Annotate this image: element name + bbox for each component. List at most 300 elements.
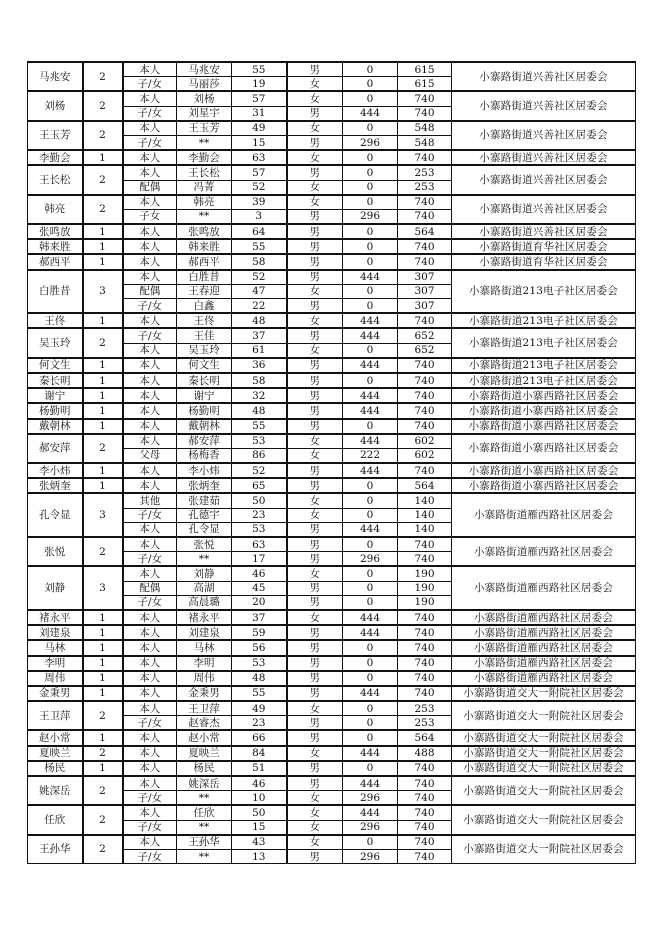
sex-cell: 男 <box>287 62 343 77</box>
household-head-cell: 任欣 <box>28 805 83 834</box>
total-cell: 740 <box>398 537 452 552</box>
member-name-cell: 刘静 <box>177 566 232 581</box>
relation-cell: 本人 <box>123 165 177 180</box>
amount-cell: 0 <box>343 150 398 165</box>
relation-cell: 子/女 <box>123 791 177 806</box>
table-row <box>28 746 636 761</box>
member-name-cell: 马林 <box>177 640 232 655</box>
member-name-cell: ** <box>177 209 232 224</box>
member-name-cell: 白鑫 <box>177 299 232 314</box>
sex-cell: 男 <box>287 478 343 493</box>
amount-cell: 0 <box>343 761 398 776</box>
age-cell: 63 <box>232 150 287 165</box>
household-head-cell: 李小炜 <box>28 463 83 478</box>
household-head-cell: 马林 <box>28 640 83 655</box>
community-cell: 小寨路街道213电子社区居委会 <box>452 373 636 388</box>
age-cell: 48 <box>232 671 287 686</box>
table-row <box>28 121 636 136</box>
total-cell: 740 <box>398 552 452 567</box>
household-count-cell: 1 <box>83 761 123 776</box>
age-cell: 3 <box>232 209 287 224</box>
household-count-cell: 1 <box>83 254 123 269</box>
amount-cell: 0 <box>343 165 398 180</box>
community-cell: 小寨路街道小寨西路社区居委会 <box>452 478 636 493</box>
community-cell: 小寨路街道雁西路社区居委会 <box>452 537 636 566</box>
household-head-cell: 戴朝林 <box>28 419 83 434</box>
sex-cell: 男 <box>287 537 343 552</box>
age-cell: 47 <box>232 284 287 298</box>
age-cell: 39 <box>232 195 287 210</box>
household-count-cell: 3 <box>83 270 123 314</box>
age-cell: 46 <box>232 776 287 791</box>
relation-cell: 本人 <box>123 478 177 493</box>
relation-cell: 本人 <box>123 239 177 254</box>
table-row <box>28 610 636 625</box>
age-cell: 49 <box>232 701 287 716</box>
table-row <box>28 373 636 388</box>
amount-cell: 0 <box>343 537 398 552</box>
household-head-cell: 吴玉玲 <box>28 328 83 357</box>
member-name-cell: 戴朝林 <box>177 419 232 434</box>
member-name-cell: 赵睿杰 <box>177 716 232 731</box>
amount-cell: 444 <box>343 434 398 449</box>
household-head-cell: 夏映兰 <box>28 746 83 761</box>
table-row <box>28 254 636 269</box>
member-name-cell: 白胜昔 <box>177 270 232 285</box>
household-count-cell: 2 <box>83 165 123 194</box>
member-name-cell: 高晨璐 <box>177 595 232 610</box>
table-row <box>28 566 636 581</box>
table-row <box>28 224 636 239</box>
community-cell: 小寨路街道213电子社区居委会 <box>452 313 636 328</box>
age-cell: 43 <box>232 835 287 850</box>
amount-cell: 444 <box>343 805 398 820</box>
community-cell: 小寨路街道交大一附院社区居委会 <box>452 730 636 745</box>
sex-cell: 男 <box>287 254 343 269</box>
sex-cell: 男 <box>287 552 343 567</box>
sex-cell: 男 <box>287 419 343 434</box>
household-head-cell: 刘静 <box>28 566 83 610</box>
community-cell: 小寨路街道交大一附院社区居委会 <box>452 686 636 701</box>
sex-cell: 女 <box>287 121 343 136</box>
total-cell: 740 <box>398 195 452 210</box>
total-cell: 615 <box>398 62 452 77</box>
amount-cell: 0 <box>343 640 398 655</box>
community-cell: 小寨路街道小寨西路社区居委会 <box>452 434 636 463</box>
amount-cell: 444 <box>343 776 398 791</box>
member-name-cell: 杨勤明 <box>177 403 232 418</box>
age-cell: 13 <box>232 849 287 863</box>
amount-cell: 0 <box>343 581 398 595</box>
community-cell: 小寨路街道兴善社区居委会 <box>452 91 636 120</box>
household-head-cell: 王长松 <box>28 165 83 194</box>
household-count-cell: 2 <box>83 121 123 150</box>
amount-cell: 0 <box>343 299 398 314</box>
age-cell: 23 <box>232 508 287 522</box>
table-row <box>28 537 636 552</box>
amount-cell: 0 <box>343 224 398 239</box>
household-count-cell: 2 <box>83 91 123 120</box>
total-cell: 740 <box>398 239 452 254</box>
household-count-cell: 2 <box>83 835 123 864</box>
sex-cell: 女 <box>287 343 343 358</box>
relation-cell: 本人 <box>123 522 177 537</box>
relation-cell: 本人 <box>123 91 177 106</box>
member-name-cell: 韩来胜 <box>177 239 232 254</box>
total-cell: 740 <box>398 686 452 701</box>
household-head-cell: 杨民 <box>28 761 83 776</box>
member-name-cell: ** <box>177 552 232 567</box>
household-head-cell: 白胜昔 <box>28 270 83 314</box>
sex-cell: 男 <box>287 270 343 285</box>
sex-cell: 男 <box>287 358 343 373</box>
household-count-cell: 1 <box>83 313 123 328</box>
household-count-cell: 1 <box>83 419 123 434</box>
member-name-cell: 赵小常 <box>177 730 232 745</box>
member-name-cell: ** <box>177 791 232 806</box>
member-name-cell: 谢宁 <box>177 388 232 403</box>
community-cell: 小寨路街道交大一附院社区居委会 <box>452 776 636 805</box>
relation-cell: 本人 <box>123 343 177 358</box>
relation-cell: 本人 <box>123 224 177 239</box>
sex-cell: 男 <box>287 595 343 610</box>
household-head-cell: 韩亮 <box>28 195 83 224</box>
total-cell: 740 <box>398 791 452 806</box>
table-row <box>28 463 636 478</box>
household-head-cell: 周伟 <box>28 671 83 686</box>
age-cell: 45 <box>232 581 287 595</box>
household-head-cell: 李明 <box>28 656 83 671</box>
amount-cell: 444 <box>343 610 398 625</box>
total-cell: 740 <box>398 776 452 791</box>
member-name-cell: 张鸣放 <box>177 224 232 239</box>
relation-cell: 本人 <box>123 835 177 850</box>
amount-cell: 444 <box>343 746 398 761</box>
total-cell: 190 <box>398 595 452 610</box>
household-count-cell: 3 <box>83 566 123 610</box>
age-cell: 22 <box>232 299 287 314</box>
table-row <box>28 239 636 254</box>
table-row <box>28 625 636 640</box>
sex-cell: 女 <box>287 820 343 835</box>
amount-cell: 0 <box>343 701 398 716</box>
amount-cell: 0 <box>343 656 398 671</box>
relation-cell: 本人 <box>123 656 177 671</box>
member-name-cell: 孔德宇 <box>177 508 232 522</box>
amount-cell: 444 <box>343 358 398 373</box>
total-cell: 190 <box>398 581 452 595</box>
relation-cell: 子/女 <box>123 716 177 731</box>
relation-cell: 本人 <box>123 640 177 655</box>
amount-cell: 296 <box>343 791 398 806</box>
total-cell: 740 <box>398 254 452 269</box>
household-count-cell: 2 <box>83 62 123 91</box>
household-count-cell: 1 <box>83 656 123 671</box>
community-cell: 小寨路街道育华社区居委会 <box>452 254 636 269</box>
amount-cell: 0 <box>343 493 398 508</box>
age-cell: 37 <box>232 610 287 625</box>
relation-cell: 配偶 <box>123 180 177 195</box>
total-cell: 740 <box>398 610 452 625</box>
household-head-cell: 姚深岳 <box>28 776 83 805</box>
member-name-cell: 王孙华 <box>177 835 232 850</box>
total-cell: 564 <box>398 224 452 239</box>
sex-cell: 女 <box>287 746 343 761</box>
member-name-cell: ** <box>177 820 232 835</box>
household-count-cell: 1 <box>83 640 123 655</box>
age-cell: 55 <box>232 239 287 254</box>
community-cell: 小寨路街道交大一附院社区居委会 <box>452 746 636 761</box>
member-name-cell: 杨梅香 <box>177 448 232 463</box>
age-cell: 58 <box>232 254 287 269</box>
total-cell: 740 <box>398 106 452 121</box>
total-cell: 740 <box>398 313 452 328</box>
member-name-cell: 王卫萍 <box>177 701 232 716</box>
table-row <box>28 165 636 180</box>
sex-cell: 男 <box>287 522 343 537</box>
household-count-cell: 1 <box>83 224 123 239</box>
total-cell: 740 <box>398 463 452 478</box>
member-name-cell: 李明 <box>177 656 232 671</box>
relation-cell: 本人 <box>123 671 177 686</box>
household-count-cell: 1 <box>83 730 123 745</box>
table-row <box>28 419 636 434</box>
table-row <box>28 91 636 106</box>
member-name-cell: 姚深岳 <box>177 776 232 791</box>
total-cell: 548 <box>398 135 452 150</box>
sex-cell: 男 <box>287 135 343 150</box>
amount-cell: 0 <box>343 716 398 731</box>
table-row <box>28 701 636 716</box>
sex-cell: 男 <box>287 299 343 314</box>
household-count-cell: 1 <box>83 373 123 388</box>
age-cell: 15 <box>232 820 287 835</box>
relation-cell: 其他 <box>123 493 177 508</box>
table-row <box>28 403 636 418</box>
age-cell: 37 <box>232 328 287 343</box>
sex-cell: 男 <box>287 761 343 776</box>
total-cell: 740 <box>398 820 452 835</box>
table-row <box>28 671 636 686</box>
relation-cell: 本人 <box>123 62 177 77</box>
amount-cell: 444 <box>343 686 398 701</box>
relation-cell: 子/女 <box>123 135 177 150</box>
relation-cell: 本人 <box>123 566 177 581</box>
household-count-cell: 2 <box>83 701 123 730</box>
relation-cell: 子女 <box>123 209 177 224</box>
age-cell: 63 <box>232 537 287 552</box>
table-row <box>28 270 636 285</box>
sex-cell: 女 <box>287 150 343 165</box>
relation-cell: 子/女 <box>123 552 177 567</box>
relation-cell: 配偶 <box>123 284 177 298</box>
total-cell: 140 <box>398 508 452 522</box>
sex-cell: 女 <box>287 835 343 850</box>
amount-cell: 296 <box>343 209 398 224</box>
sex-cell: 男 <box>287 463 343 478</box>
member-name-cell: 王长松 <box>177 165 232 180</box>
table-row <box>28 388 636 403</box>
household-count-cell: 1 <box>83 463 123 478</box>
household-head-cell: 郝西平 <box>28 254 83 269</box>
community-cell: 小寨路街道小寨西路社区居委会 <box>452 463 636 478</box>
member-name-cell: 冯菁 <box>177 180 232 195</box>
amount-cell: 0 <box>343 62 398 77</box>
community-cell: 小寨路街道雁西路社区居委会 <box>452 610 636 625</box>
member-name-cell: 刘星宇 <box>177 106 232 121</box>
household-count-cell: 1 <box>83 358 123 373</box>
table-row <box>28 686 636 701</box>
amount-cell: 0 <box>343 91 398 106</box>
total-cell: 740 <box>398 373 452 388</box>
sex-cell: 男 <box>287 106 343 121</box>
age-cell: 36 <box>232 358 287 373</box>
age-cell: 64 <box>232 224 287 239</box>
total-cell: 740 <box>398 91 452 106</box>
relation-cell: 本人 <box>123 270 177 285</box>
sex-cell: 男 <box>287 373 343 388</box>
community-cell: 小寨路街道交大一附院社区居委会 <box>452 835 636 864</box>
table-row <box>28 478 636 493</box>
age-cell: 50 <box>232 493 287 508</box>
sex-cell: 女 <box>287 284 343 298</box>
relation-cell: 本人 <box>123 388 177 403</box>
total-cell: 740 <box>398 419 452 434</box>
age-cell: 52 <box>232 463 287 478</box>
table-row <box>28 761 636 776</box>
household-count-cell: 1 <box>83 239 123 254</box>
age-cell: 65 <box>232 478 287 493</box>
household-head-cell: 王玉芳 <box>28 121 83 150</box>
table-row <box>28 640 636 655</box>
sex-cell: 男 <box>287 730 343 745</box>
relation-cell: 配偶 <box>123 581 177 595</box>
age-cell: 19 <box>232 77 287 92</box>
household-head-cell: 韩来胜 <box>28 239 83 254</box>
relation-cell: 父母 <box>123 448 177 463</box>
age-cell: 55 <box>232 419 287 434</box>
household-head-cell: 张鸣放 <box>28 224 83 239</box>
amount-cell: 0 <box>343 478 398 493</box>
age-cell: 58 <box>232 373 287 388</box>
amount-cell: 444 <box>343 625 398 640</box>
sex-cell: 女 <box>287 566 343 581</box>
total-cell: 615 <box>398 77 452 92</box>
household-head-cell: 刘建泉 <box>28 625 83 640</box>
member-name-cell: 王佟 <box>177 313 232 328</box>
household-head-cell: 马兆安 <box>28 62 83 91</box>
amount-cell: 0 <box>343 373 398 388</box>
total-cell: 652 <box>398 343 452 358</box>
age-cell: 86 <box>232 448 287 463</box>
sex-cell: 女 <box>287 180 343 195</box>
total-cell: 740 <box>398 761 452 776</box>
community-cell: 小寨路街道兴善社区居委会 <box>452 195 636 224</box>
household-count-cell: 1 <box>83 150 123 165</box>
sex-cell: 女 <box>287 805 343 820</box>
table-row <box>28 358 636 373</box>
relation-cell: 本人 <box>123 730 177 745</box>
total-cell: 602 <box>398 434 452 449</box>
age-cell: 57 <box>232 91 287 106</box>
member-name-cell: 张建茹 <box>177 493 232 508</box>
community-cell: 小寨路街道雁西路社区居委会 <box>452 493 636 537</box>
age-cell: 32 <box>232 388 287 403</box>
amount-cell: 0 <box>343 835 398 850</box>
table-row <box>28 313 636 328</box>
household-head-cell: 王佟 <box>28 313 83 328</box>
relation-cell: 本人 <box>123 761 177 776</box>
amount-cell: 0 <box>343 284 398 298</box>
amount-cell: 444 <box>343 328 398 343</box>
table-row <box>28 62 636 77</box>
table-row <box>28 776 636 791</box>
community-cell: 小寨路街道交大一附院社区居委会 <box>452 761 636 776</box>
member-name-cell: 李勤会 <box>177 150 232 165</box>
age-cell: 55 <box>232 686 287 701</box>
member-name-cell: 韩亮 <box>177 195 232 210</box>
age-cell: 53 <box>232 656 287 671</box>
household-count-cell: 1 <box>83 671 123 686</box>
relation-cell: 本人 <box>123 686 177 701</box>
total-cell: 740 <box>398 805 452 820</box>
household-head-cell: 张炳奎 <box>28 478 83 493</box>
total-cell: 740 <box>398 209 452 224</box>
member-name-cell: 王玉芳 <box>177 121 232 136</box>
household-head-cell: 张悦 <box>28 537 83 566</box>
age-cell: 17 <box>232 552 287 567</box>
amount-cell: 0 <box>343 508 398 522</box>
total-cell: 740 <box>398 849 452 863</box>
amount-cell: 0 <box>343 566 398 581</box>
household-count-cell: 2 <box>83 805 123 834</box>
member-name-cell: 秦长明 <box>177 373 232 388</box>
household-count-cell: 1 <box>83 403 123 418</box>
community-cell: 小寨路街道兴善社区居委会 <box>452 121 636 150</box>
relation-cell: 子/女 <box>123 820 177 835</box>
community-cell: 小寨路街道小寨西路社区居委会 <box>452 388 636 403</box>
amount-cell: 0 <box>343 343 398 358</box>
total-cell: 740 <box>398 640 452 655</box>
total-cell: 253 <box>398 165 452 180</box>
table-row <box>28 805 636 820</box>
community-cell: 小寨路街道交大一附院社区居委会 <box>452 805 636 834</box>
relation-cell: 子/女 <box>123 328 177 343</box>
member-name-cell: ** <box>177 135 232 150</box>
household-head-cell: 李勤会 <box>28 150 83 165</box>
sex-cell: 女 <box>287 313 343 328</box>
amount-cell: 0 <box>343 180 398 195</box>
member-name-cell: 金秉男 <box>177 686 232 701</box>
age-cell: 49 <box>232 121 287 136</box>
household-head-cell: 何文生 <box>28 358 83 373</box>
sex-cell: 女 <box>287 448 343 463</box>
sex-cell: 女 <box>287 791 343 806</box>
member-name-cell: 马兆安 <box>177 62 232 77</box>
sex-cell: 男 <box>287 239 343 254</box>
sex-cell: 女 <box>287 434 343 449</box>
member-name-cell: 刘建泉 <box>177 625 232 640</box>
sex-cell: 女 <box>287 77 343 92</box>
member-name-cell: 杨民 <box>177 761 232 776</box>
age-cell: 23 <box>232 716 287 731</box>
relation-cell: 子/女 <box>123 77 177 92</box>
member-name-cell: 孔令显 <box>177 522 232 537</box>
sex-cell: 男 <box>287 686 343 701</box>
relation-cell: 本人 <box>123 195 177 210</box>
age-cell: 10 <box>232 791 287 806</box>
member-name-cell: ** <box>177 849 232 863</box>
